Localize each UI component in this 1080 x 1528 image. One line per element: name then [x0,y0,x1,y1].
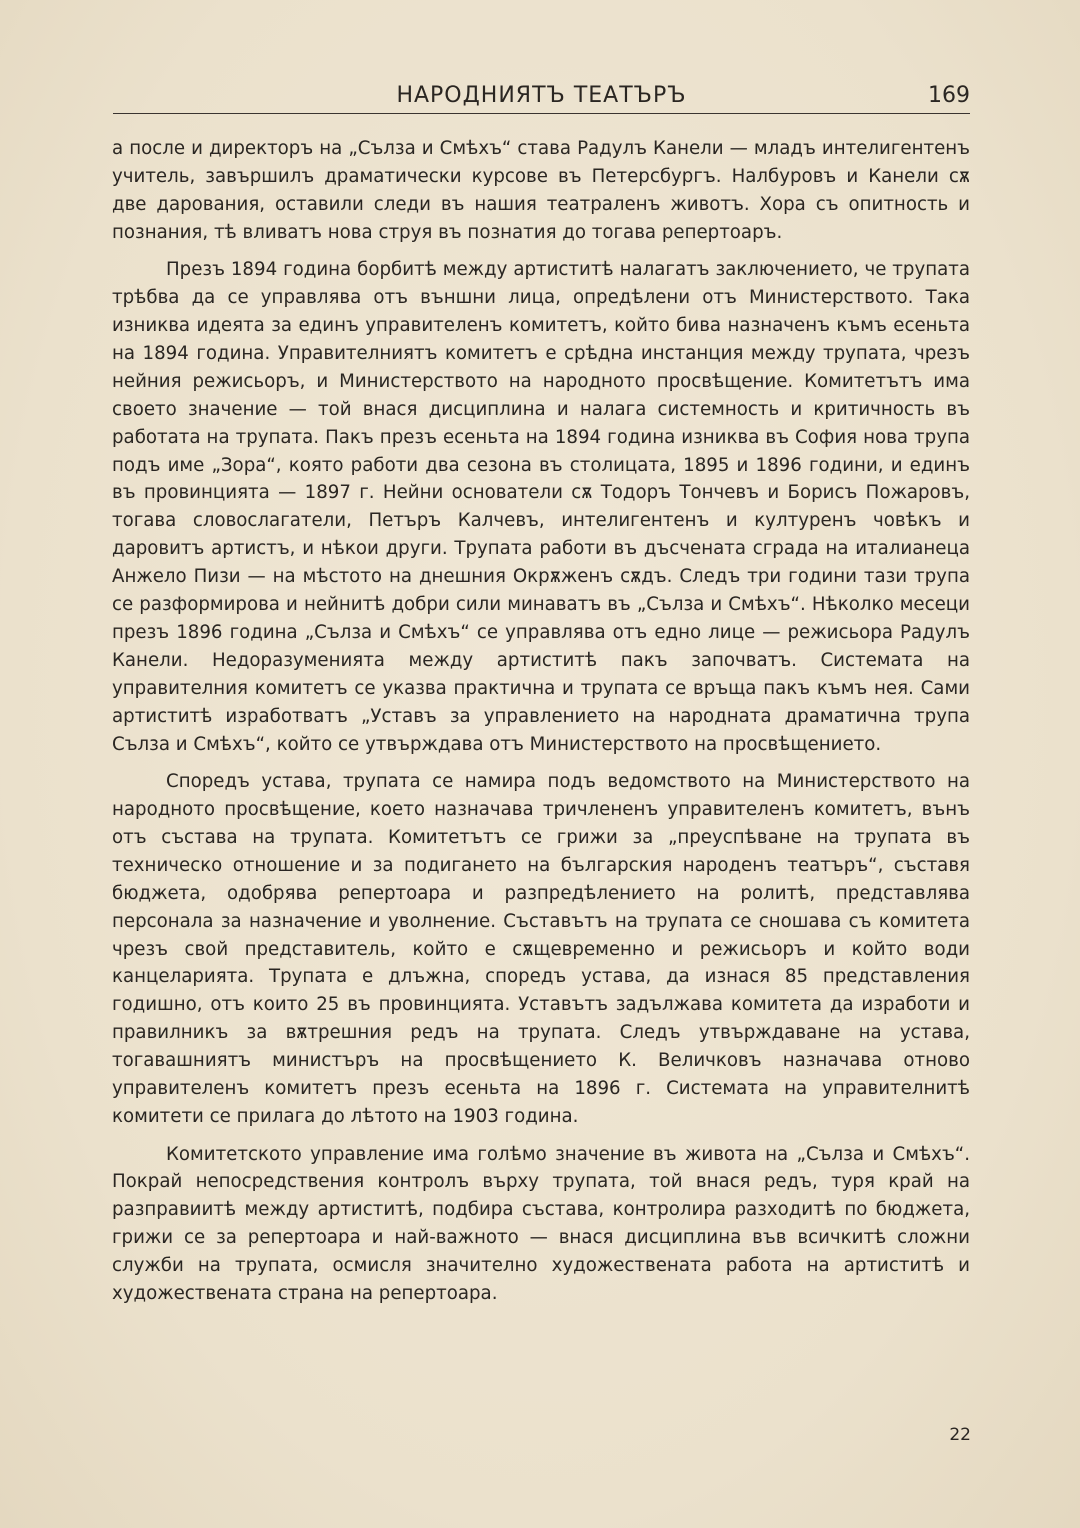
body-text [112,135,970,1308]
page-number: 169 [928,83,970,108]
paragraph-1: а после и директоръ на „Сълза и Смѣхъ“ става Радулъ Канели — младъ интелигентенъ учитель, завършилъ драматически курсове въ Петерсбургъ. Налбуровъ и Канели сѫ две дарования, оставили следи въ нашия театраленъ животъ. Хора съ опитность и познания, тѣ вливатъ нова струя въ познатия до тогава репертоаръ. [112,138,970,243]
header-rule [113,113,970,114]
paragraph-3: Споредъ устава, трупата се намира подъ ведомството на Министерството на народното просвѣщение, което назначава тричлененъ управителенъ комитетъ, вънъ отъ състава на трупата. Комитетътъ се грижи за „преуспѣване на трупата въ техническо отношение и за подигането на българския народенъ театъръ“, съставя бюджета, одобрява репертоара и разпредѣлението на ролитѣ, представлява персонала за назначение и уволнение. Съставътъ на трупата се сношава съ комитета чрезъ свой представитель, който е сѫщевременно и режисьоръ и който води канцеларията. Трупата е длъжна, споредъ устава, да изнася 85 представления годишно, отъ които 25 въ провинцията. Уставътъ задължава комитета да изработи и правилникъ за вѫтрешния редъ на трупата. Следъ утвърждаване на устава, тогавашниятъ министъръ на просвѣщението К. Величковъ назначава отново управителенъ комитетъ презъ есеньта на 1896 г. Системата на управителнитѣ комитети се прилага до лѣтото на 1903 година. [112,771,970,1127]
paragraph-2: Презъ 1894 година борбитѣ между артиститѣ налагатъ заключението, че трупата трѣбва да се управлява отъ външни лица, опредѣлени отъ Министерството. Така изниква идеята за единъ управителенъ комитетъ, който бива назначенъ къмъ есеньта на 1894 година. Управителниятъ комитетъ е срѣдна инстанция между трупата, чрезъ нейния режисьоръ, и Министерството на народното просвѣщение. Комитетътъ има своето значение — той внася дисциплина и налага системность и критичность въ работата на трупата. Пакъ презъ есеньта на 1894 година изниква въ София нова трупа подъ име „Зора“, която работи два сезона въ столицата, 1895 и 1896 години, и единъ въ провинцията — 1897 г. Нейни основатели сѫ Тодоръ Тончевъ и Борисъ Пожаровъ, тогава словослагатели, Петъръ Калчевъ, интелигентенъ и културенъ човѣкъ и даровитъ артистъ, и нѣкои други. Трупата работи въ дъсчената сграда на италианеца Анжело Пизи — на мѣстото на днешния Окрѫженъ сѫдъ. Следъ три години тази трупа се разформирова и нейнитѣ добри сили минаватъ въ „Сълза и Смѣхъ“. Нѣколко месеци презъ 1896 година „Сълза и Смѣхъ“ се управлява отъ едно лице — режисьора Радулъ Канели. Недоразуменията между артиститѣ пакъ започватъ. Системата на управителния комитетъ се указва практична и трупата се връща пакъ къмъ нея. Сами артиститѣ изработватъ „Уставъ за управлението на народната драматична трупа Сълза и Смѣхъ“, който се утвърждава отъ Министерството на просвѣщението. [112,259,970,755]
paragraph-4: Комитетското управление има голѣмо значение въ живота на „Сълза и Смѣхъ“. Покрай непосредствения контролъ върху трупата, той внася редъ, туря край на разправиитѣ между артиститѣ, подбира състава, контролира разходитѣ по бюджета, грижи се за репертоара и най-важното — внася дисциплина във всичкитѣ сложни служби на трупата, осмисля значително художествената работа на артиститѣ и художествената страна на репертоара. [112,1143,970,1305]
running-title: НАРОДНИЯТЪ ТЕАТЪРЪ [396,83,687,108]
running-header [113,82,970,112]
signature-mark: 22 [949,1425,971,1445]
